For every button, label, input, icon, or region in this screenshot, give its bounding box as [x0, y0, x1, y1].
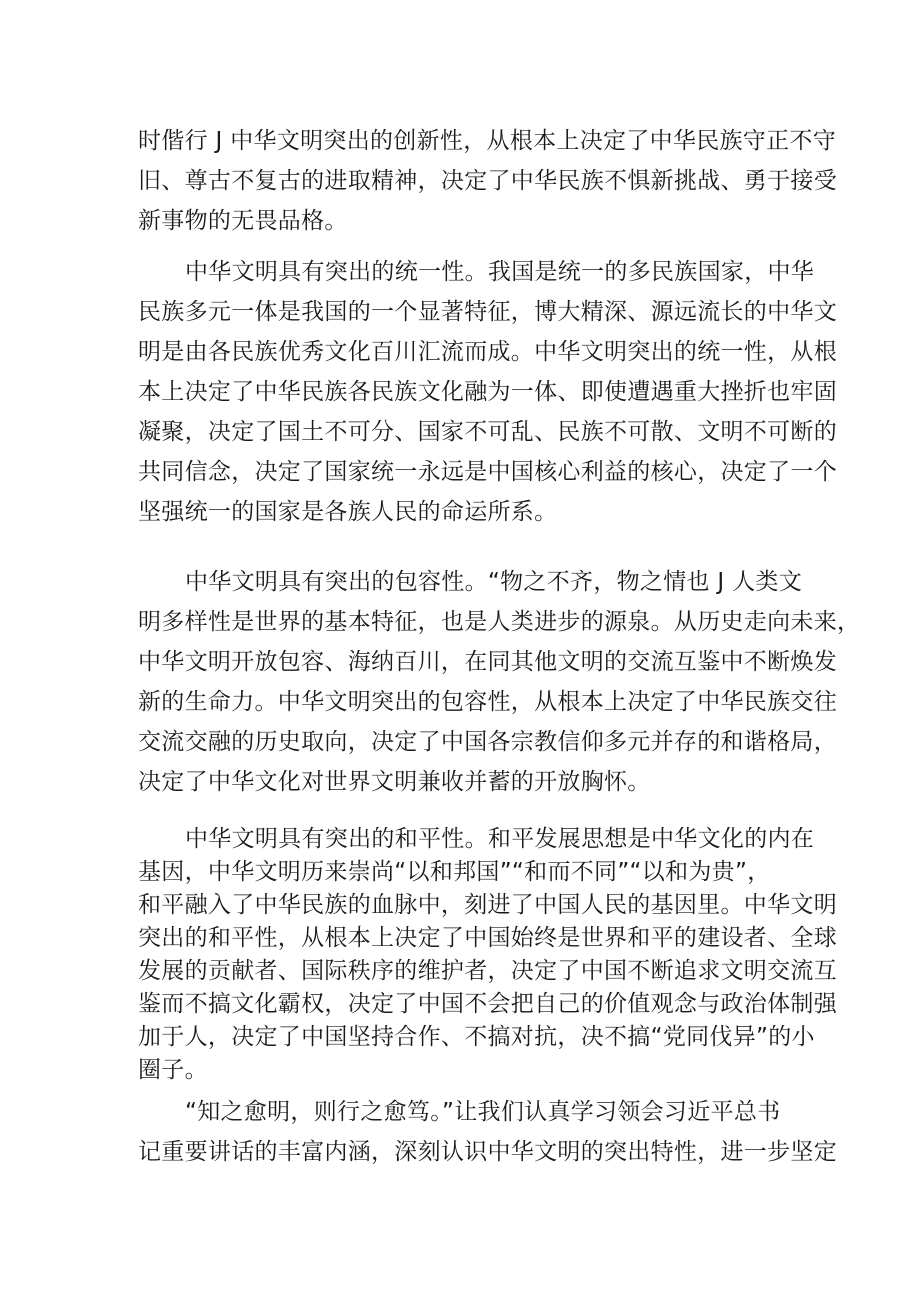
- text-line: 和平融入了中华民族的血脉中，刻进了中国人民的基因里。中华文明: [138, 892, 837, 918]
- text-line: 基因，中华文明历来崇尚“以和邦国”“和而不同”“以和为贵”，: [138, 859, 771, 885]
- paragraph-innovation-continued: [138, 121, 837, 241]
- text-line: “知之愈明，则行之愈笃。”让我们认真学习领会习近平总书: [185, 1099, 781, 1125]
- text-line: 明多样性是世界的基本特征，也是人类进步的源泉。从历史走向未来，: [138, 609, 861, 635]
- text-line: 中华文明具有突出的包容性。“物之不齐，物之情也 J 人类文: [185, 569, 803, 595]
- text-line: 中华文明具有突出的统一性。我国是统一的多民族国家，中华: [185, 259, 815, 285]
- text-line: 凝聚，决定了国土不可分、国家不可乱、民族不可散、文明不可断的: [138, 419, 837, 445]
- text-line: 新事物的无畏品格。: [138, 208, 348, 234]
- paragraph-closing: [138, 1092, 837, 1172]
- text-line: 加于人，决定了中国坚持合作、不搞对抗，决不搞“党同伐异”的小: [138, 1024, 815, 1050]
- text-line: 中华文明开放包容、海纳百川，在同其他文明的交流互鉴中不断焕发: [138, 649, 837, 675]
- text-line: 旧、尊古不复古的进取精神，决定了中华民族不惧新挑战、勇于接受: [138, 168, 837, 194]
- text-line: 记重要讲话的丰富内涵，深刻认识中华文明的突出特性，进一步坚定: [138, 1139, 837, 1165]
- text-line: 坚强统一的国家是各族人民的命运所系。: [138, 499, 558, 525]
- text-line: 民族多元一体是我国的一个显著特征，博大精深、源远流长的中华文: [138, 299, 837, 325]
- text-line: 交流交融的历史取向，决定了中国各宗教信仰多元并存的和谐格局，: [138, 729, 837, 755]
- text-line: 圈子。: [138, 1057, 208, 1083]
- text-line: 发展的贡献者、国际秩序的维护者，决定了中国不断追求文明交流互: [138, 958, 837, 984]
- paragraph-unity: [138, 252, 837, 532]
- text-line: 新的生命力。中华文明突出的包容性，从根本上决定了中华民族交往: [138, 689, 837, 715]
- paragraph-peace: [138, 823, 837, 1087]
- text-line: 明是由各民族优秀文化百川汇流而成。中华文明突出的统一性，从根: [138, 339, 837, 365]
- paragraph-inclusiveness: [138, 562, 861, 802]
- text-line: 共同信念，决定了国家统一永远是中国核心利益的核心，决定了一个: [138, 459, 837, 485]
- text-line: 时偕行 J 中华文明突出的创新性，从根本上决定了中华民族守正不守: [138, 128, 837, 154]
- text-line: 鉴而不搞文化霸权，决定了中国不会把自己的价值观念与政治体制强: [138, 991, 837, 1017]
- text-line: 中华文明具有突出的和平性。和平发展思想是中华文化的内在: [185, 826, 815, 852]
- text-line: 决定了中华文化对世界文明兼收并蓄的开放胸怀。: [138, 769, 651, 795]
- text-line: 本上决定了中华民族各民族文化融为一体、即使遭遇重大挫折也牢固: [138, 379, 837, 405]
- text-line: 突出的和平性，从根本上决定了中国始终是世界和平的建设者、全球: [138, 925, 837, 951]
